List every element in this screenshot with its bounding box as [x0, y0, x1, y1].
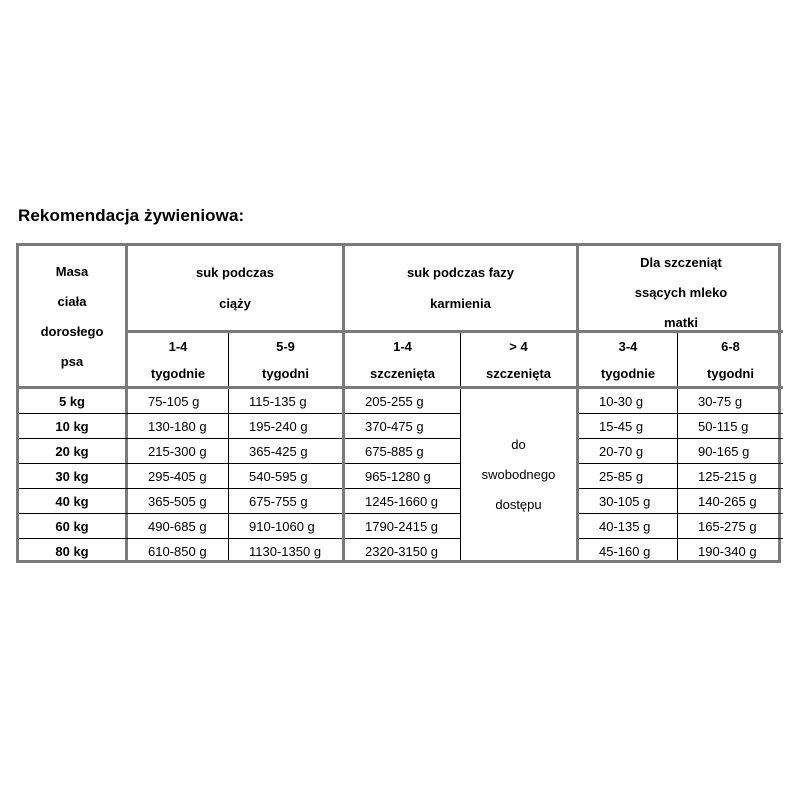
- table-cell-n14: 2320-3150 g: [365, 543, 439, 559]
- table-cell-p59: 115-135 g: [249, 393, 307, 409]
- header-mass-line: ciała: [57, 293, 87, 309]
- table-cell-p14: 610-850 g: [148, 543, 207, 559]
- header-mass: [19, 246, 125, 386]
- table-cell-p14: 130-180 g: [148, 418, 207, 434]
- page-title: Rekomendacja żywieniowa:: [18, 206, 245, 225]
- header-pregnant: [128, 246, 342, 330]
- table-cell-p14: 365-505 g: [148, 493, 207, 509]
- header-line: Dla szczeniąt: [640, 255, 722, 270]
- subheader-line: > 4: [509, 338, 528, 354]
- header-mass-line: dorosłego: [40, 323, 104, 339]
- subheader-line: 3-4: [618, 338, 638, 354]
- table-cell-s68: 90-165 g: [698, 443, 750, 459]
- header-mass-line: Masa: [55, 263, 89, 279]
- header-line: suk podczas: [195, 265, 275, 280]
- table-cell-s34: 20-70 g: [599, 443, 644, 459]
- table-cell-p14: 75-105 g: [148, 393, 200, 409]
- row-mass-label: 80 kg: [55, 543, 89, 559]
- subheader-line: szczenięta: [369, 365, 436, 381]
- row-mass-label: 30 kg: [55, 468, 89, 484]
- subheader-line: tygodnie: [150, 365, 206, 381]
- header-line: suk podczas fazy: [407, 265, 514, 280]
- subheader-line: 5-9: [276, 338, 295, 354]
- table-cell-s68: 50-115 g: [698, 418, 749, 434]
- table-cell-n14: 675-885 g: [365, 443, 424, 459]
- free-access-cell: [461, 389, 576, 560]
- table-cell-p59: 910-1060 g: [249, 518, 315, 534]
- subheader-line: 1-4: [168, 338, 188, 354]
- table-cell-p59: 1130-1350 g: [249, 543, 322, 559]
- subheader-line: 1-4: [393, 338, 412, 354]
- table-cell-n14: 965-1280 g: [365, 468, 431, 484]
- free-access-line: dostępu: [495, 497, 542, 512]
- subheader-nursing-1-4: [345, 333, 460, 386]
- header-mass-line: psa: [60, 353, 84, 369]
- table-cell-s34: 15-45 g: [599, 418, 644, 434]
- subheader-nursing-gt4: [461, 333, 576, 386]
- subheader-pregnant-5-9: [229, 333, 342, 386]
- header-puppies: [579, 246, 783, 330]
- header-line: karmienia: [430, 296, 491, 311]
- subheader-puppies-6-8: [678, 333, 783, 386]
- table-cell-p59: 365-425 g: [249, 443, 308, 459]
- row-mass-label: 10 kg: [55, 418, 89, 434]
- table-cell-n14: 1790-2415 g: [365, 518, 439, 534]
- header-line: matki: [664, 315, 698, 330]
- free-access-line: swobodnego: [481, 467, 556, 482]
- table-cell-s68: 30-75 g: [698, 393, 743, 409]
- table-cell-p14: 215-300 g: [148, 443, 207, 459]
- table-cell-n14: 370-475 g: [365, 418, 424, 434]
- table-cell-p14: 295-405 g: [148, 468, 207, 484]
- subheader-line: tygodni: [707, 365, 754, 381]
- table-cell-s34: 40-135 g: [599, 518, 651, 534]
- subheader-line: szczenięta: [485, 365, 552, 381]
- row-mass-label: 40 kg: [55, 493, 89, 509]
- feeding-table: [16, 243, 781, 563]
- header-line: ssących mleko: [634, 285, 728, 300]
- table-cell-s68: 125-215 g: [698, 468, 757, 484]
- row-mass-label: 60 kg: [55, 518, 89, 534]
- table-cell-s68: 140-265 g: [698, 493, 757, 509]
- subheader-line: 6-8: [721, 338, 740, 354]
- row-mass-label: 5 kg: [58, 393, 85, 409]
- free-access-line: do: [511, 437, 526, 452]
- table-cell-s34: 30-105 g: [599, 493, 651, 509]
- subheader-line: tygodni: [262, 365, 309, 381]
- subheader-puppies-3-4: [579, 333, 677, 386]
- table-cell-s68: 190-340 g: [698, 543, 757, 559]
- table-cell-p59: 195-240 g: [249, 418, 308, 434]
- table-cell-n14: 1245-1660 g: [365, 493, 439, 509]
- table-cell-p14: 490-685 g: [148, 518, 207, 534]
- header-line: ciąży: [219, 296, 251, 311]
- table-cell-s34: 45-160 g: [599, 543, 651, 559]
- table-cell-p59: 675-755 g: [249, 493, 308, 509]
- subheader-pregnant-1-4: [128, 333, 228, 386]
- table-cell-s34: 25-85 g: [599, 468, 644, 484]
- table-cell-s34: 10-30 g: [599, 393, 644, 409]
- table-cell-n14: 205-255 g: [365, 393, 424, 409]
- table-cell-p59: 540-595 g: [249, 468, 308, 484]
- subheader-line: tygodnie: [600, 365, 656, 381]
- row-mass-label: 20 kg: [55, 443, 89, 459]
- table-cell-s68: 165-275 g: [698, 518, 757, 534]
- header-nursing: [345, 246, 576, 330]
